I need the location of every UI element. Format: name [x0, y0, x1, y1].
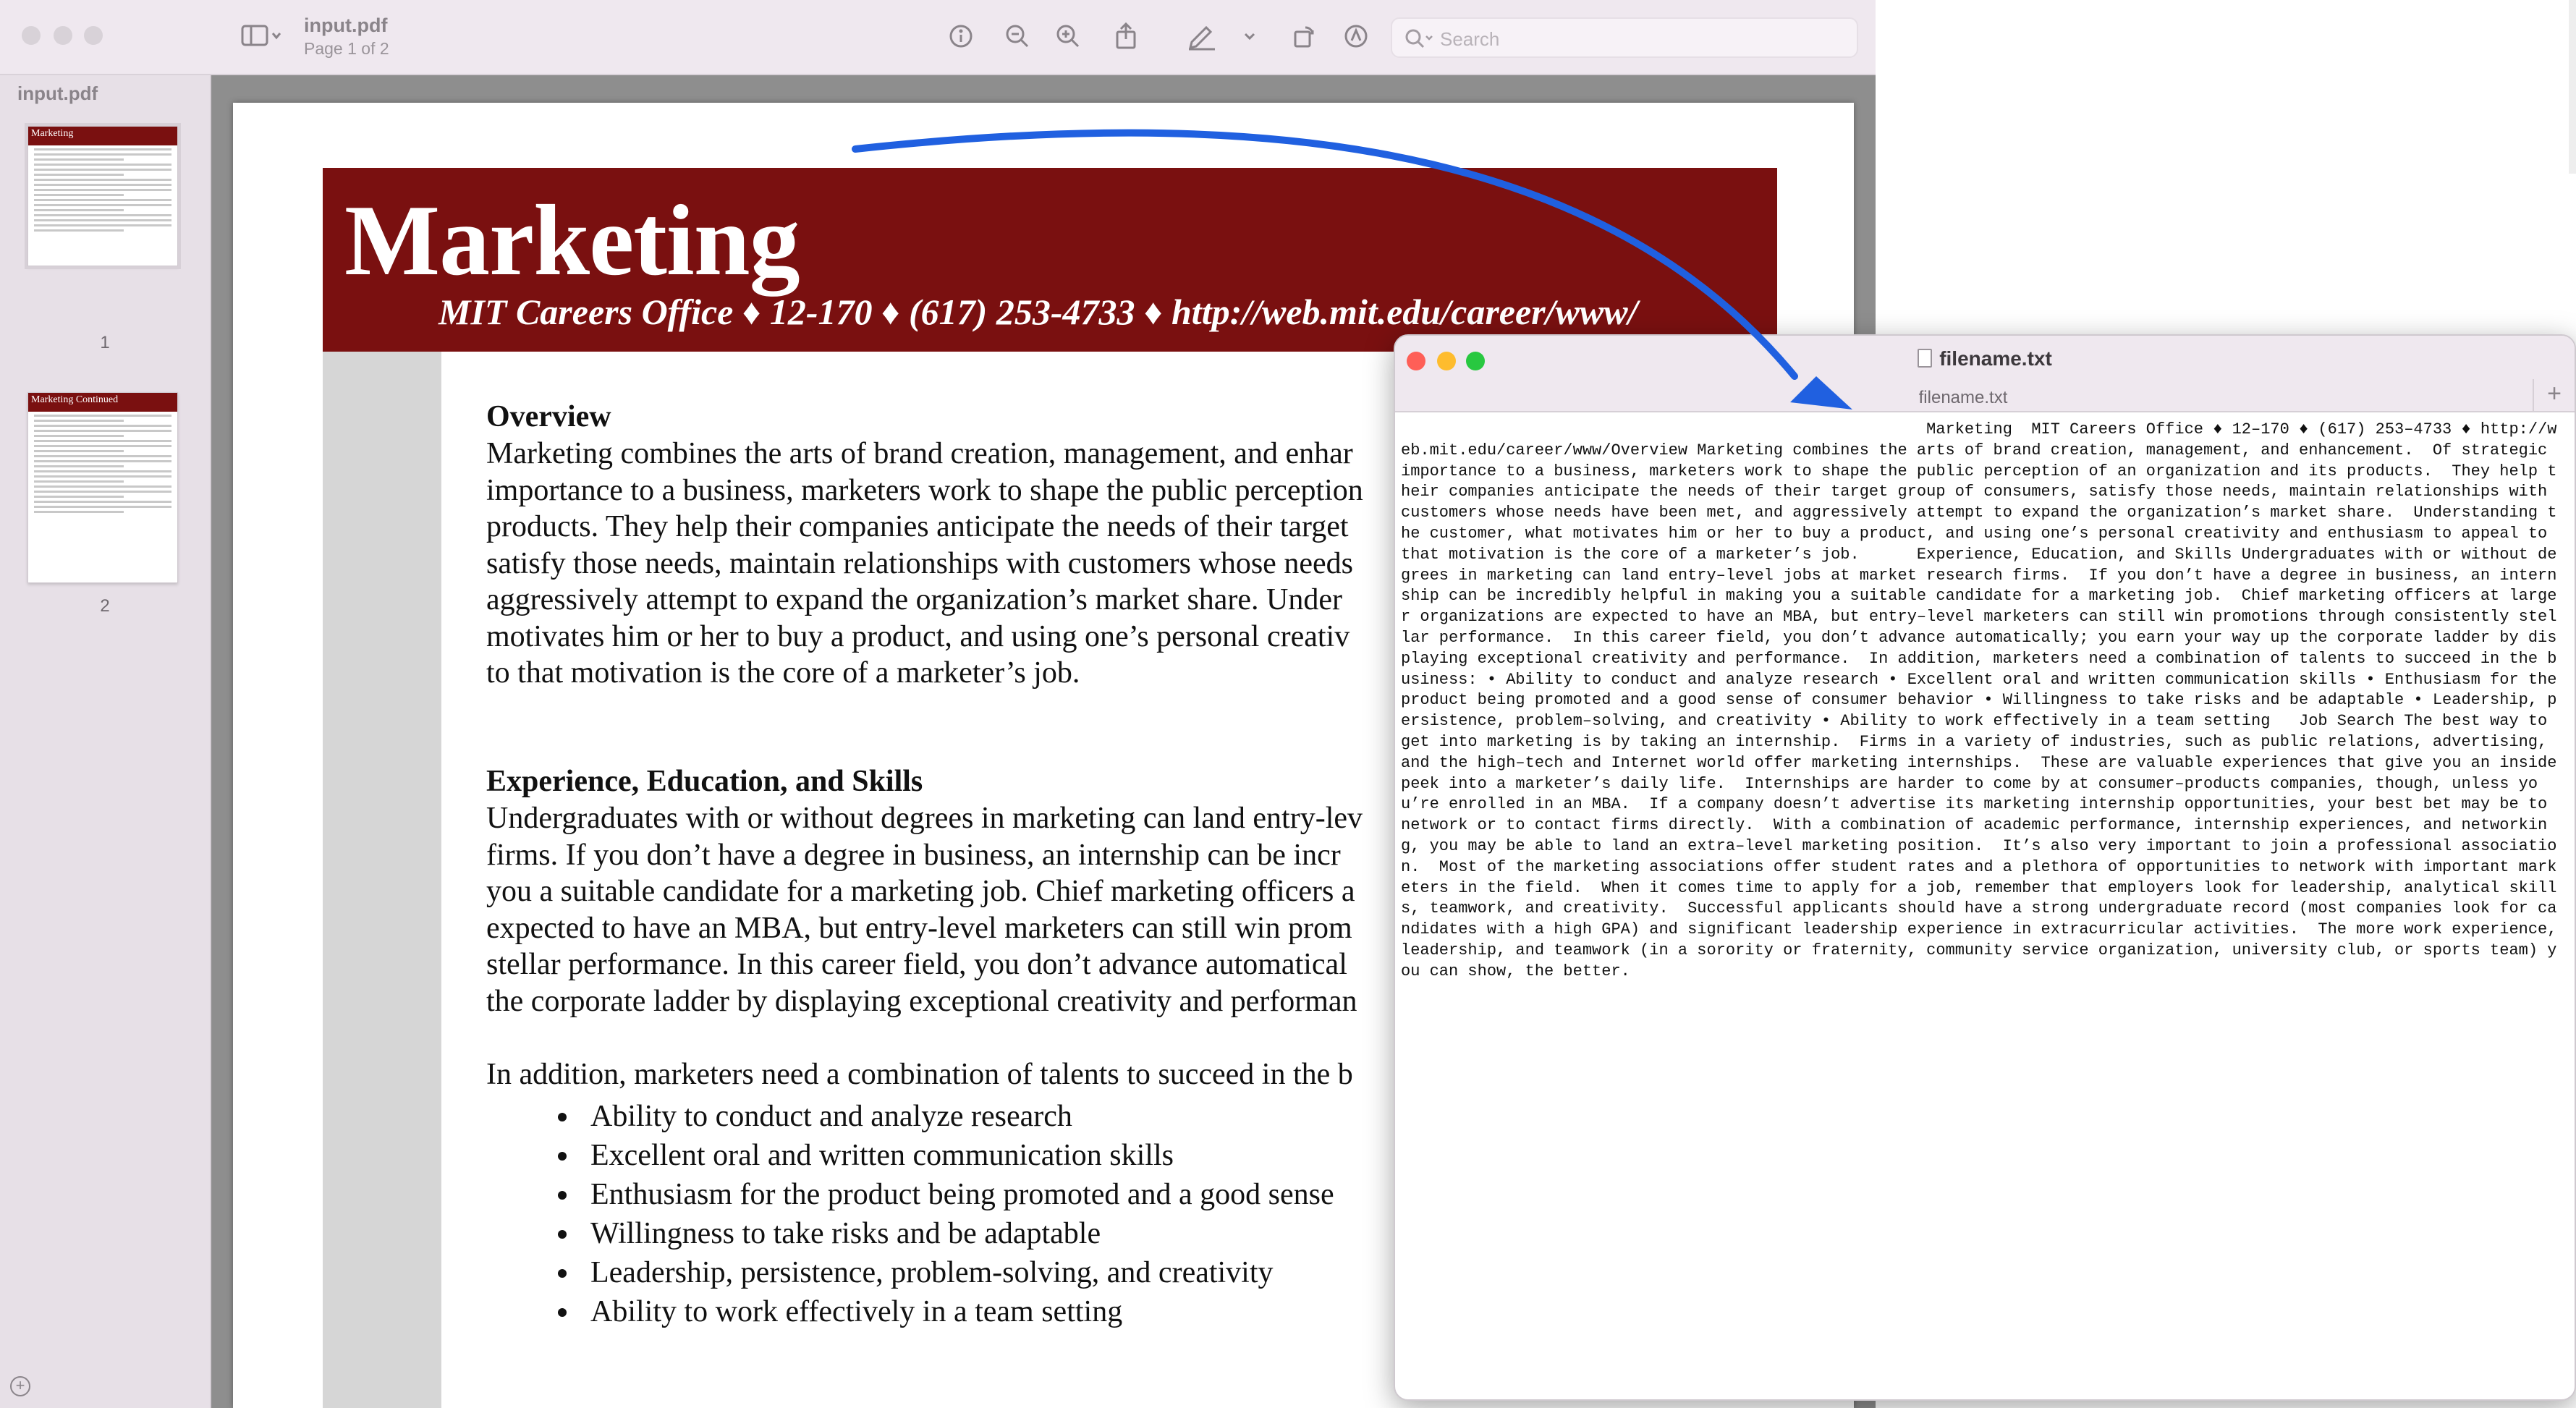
- text-line: expected to have an MBA, but entry-level marketers can still win prom: [486, 911, 1352, 945]
- tab-filename[interactable]: filename.txt: [1918, 388, 2008, 407]
- thumbnail-sidebar: [0, 75, 211, 1408]
- text-line: aggressively attempt to expand the organization’s market share. Under: [486, 583, 1343, 616]
- list-item: • Willingness to take risks and be adaptable: [580, 1214, 1334, 1253]
- list-item: • Ability to work effectively in a team setting: [580, 1292, 1334, 1331]
- search-field[interactable]: [1391, 17, 1858, 58]
- page-thumbnail-1[interactable]: [27, 126, 178, 266]
- banner-title: Marketing: [344, 185, 800, 297]
- banner-subtitle: MIT Careers Office ♦ 12-170 ♦ (617) 253-4733 ♦ http://web.mit.edu/career/www/: [438, 292, 1638, 332]
- text-line: satisfy those needs, maintain relationships with customers whose needs: [486, 546, 1353, 580]
- sidebar-toggle-button[interactable]: [236, 20, 287, 52]
- rotate-icon: [1291, 23, 1317, 49]
- thumbnail-header: Marketing Continued: [28, 393, 177, 412]
- window-title: [1395, 347, 2575, 370]
- search-icon: [1404, 27, 1436, 51]
- text-line: Undergraduates with or without degrees in marketing can land entry-lev: [486, 802, 1363, 835]
- window-title-text: filename.txt: [1939, 347, 2052, 370]
- text-editor-content[interactable]: Marketing MIT Careers Office ♦ 12–170 ♦ (617) 253–4733 ♦ http://web.mit.edu/career/www/Overview Marketing combines the arts of brand creation, management, and enhancement. Of strategic importance to a business, marketers work to shape the public perception of an organization and its products. They help their companies anticipate the needs of their target group of consumers, satisfy those needs, maintain relationships with customers whose needs have been met, and aggressively attempt to expand the organization’s market share. Understanding the customer, what motivates him or her to buy a product, and using one’s personal creativity and enthusiasm to appeal to that motivation is the core of a marketer’s job. Experience, Education, and Skills Undergraduates with or without degrees in marketing can land entry–level jobs at market research firms. If you don’t have a degree in business, an internship can be incredibly helpful in making you a suitable candidate for a marketing job. Chief marketing officers at larger organizations are expected to have an MBA, but entry–level marketers can still win promotions through consistently stellar performance. In this career field, you don’t advance automatically; you earn your way up the corporate ladder by displaying exceptional creativity and performance. In addition, marketers need a combination of talents to succeed in the business: • Ability to conduct and analyze research • Excellent oral and written communication skills • Enthusiasm for the product being promoted and a good sense of consumer behavior • Willingness to take risks and be adaptable • Leadership, persistence, problem–solving, and creativity • Ability to work effectively in a team setting Job Search The best way to get into marketing is by taking an internship. Firms in a variety of industries, such as public relations, advertising, and the high–tech and Internet world offer marketing internships. These are valuable experiences that give you an inside peek into a marketer’s daily life. Internships are harder to come by at consumer–products companies, though, unless you’re enrolled in an MBA. If a company doesn’t advertise its marketing internship opportunities, your best bet may be to network or to contact firms directly. With a combination of academic performance, internship experiences, and networking, you may be able to land an extra–level marketing position. It’s also very important to join a professional association. Most of the marketing associations offer student rates and a plethora of opportunities to network with important marketers in the field. When it comes time to apply for a job, remember that employers look for leadership, analytical skills, teamwork, and creativity. Successful applicants should have a strong undergraduate record (most companies look for candidates with a high GPA) and significant leadership experience in extracurricular activities. The more work experience, leadership, and teamwork (in a sorority or fraternity, community service organization, university club, or sports team) you can show, the better.: [1401, 420, 2567, 980]
- addition-line: In addition, marketers need a combination of talents to succeed in the b: [486, 1058, 1353, 1091]
- document-title: input.pdf: [304, 14, 388, 36]
- page-thumbnail-2[interactable]: [27, 392, 178, 583]
- share-button[interactable]: [1110, 20, 1142, 52]
- experience-heading: Experience, Education, and Skills: [486, 765, 923, 798]
- annotate-button[interactable]: [1340, 20, 1372, 52]
- search-input[interactable]: [1439, 26, 1847, 52]
- skills-list: [551, 1097, 1334, 1331]
- overview-heading: Overview: [486, 400, 611, 433]
- thumbnail-header: Marketing: [28, 127, 177, 145]
- text-line: firms. If you don’t have a degree in business, an internship can be incr: [486, 838, 1341, 872]
- list-item: • Enthusiasm for the product being promoted and a good sense: [580, 1175, 1334, 1214]
- sidebar-icon: [240, 23, 283, 49]
- list-item: • Leadership, persistence, problem-solving, and creativity: [580, 1253, 1334, 1292]
- chevron-down-icon: [1242, 29, 1257, 43]
- experience-paragraph: [486, 800, 1363, 1019]
- list-item: • Ability to conduct and analyze research: [580, 1097, 1334, 1136]
- overview-paragraph: [486, 436, 1363, 692]
- text-line: importance to a business, marketers work to shape the public perception: [486, 473, 1363, 507]
- document-icon: [1918, 349, 1932, 368]
- markup-button[interactable]: [1184, 20, 1220, 52]
- text-line: motivates him or her to buy a product, and using one’s personal creativ: [486, 619, 1350, 653]
- text-editor-window: [1394, 334, 2576, 1401]
- text-line: you a suitable candidate for a marketing job. Chief marketing officers a: [486, 875, 1355, 908]
- thumbnail-label-1: 1: [100, 333, 110, 352]
- new-tab-button[interactable]: [2533, 379, 2575, 411]
- minimize-window-button[interactable]: [54, 26, 72, 45]
- rotate-button[interactable]: [1288, 20, 1320, 52]
- thumbnail-label-2: 2: [100, 596, 110, 616]
- text-line: products. They help their companies anticipate the needs of their target: [486, 510, 1349, 543]
- zoom-in-button[interactable]: [1052, 20, 1084, 52]
- desktop-background: [1876, 0, 2576, 334]
- pen-icon: [1186, 22, 1218, 51]
- page-banner: [323, 168, 1777, 352]
- zoom-window-button[interactable]: [84, 26, 103, 45]
- list-item: • Excellent oral and written communication skills: [580, 1136, 1334, 1175]
- text-line: the corporate ladder by displaying exceptional creativity and performan: [486, 984, 1357, 1018]
- add-page-button[interactable]: [10, 1376, 30, 1396]
- share-icon: [1113, 22, 1139, 51]
- markup-circle-icon: [1343, 23, 1369, 49]
- text-line: Marketing combines the arts of brand creation, management, and enhar: [486, 437, 1353, 470]
- zoom-out-icon: [1004, 23, 1030, 49]
- text-line: stellar performance. In this career field, you don’t advance automatical: [486, 948, 1347, 981]
- sidebar-title: input.pdf: [17, 82, 98, 104]
- page-indicator: Page 1 of 2: [304, 39, 389, 58]
- plus-icon: +: [2547, 380, 2562, 407]
- pdf-toolbar: [0, 0, 1876, 75]
- markup-options-button[interactable]: [1239, 20, 1261, 52]
- zoom-out-button[interactable]: [1001, 20, 1033, 52]
- sidebar-column: [323, 352, 441, 1408]
- text-editor-titlebar: [1395, 336, 2575, 412]
- zoom-in-icon: [1055, 23, 1081, 49]
- info-button[interactable]: [945, 20, 977, 52]
- info-icon: [948, 23, 974, 49]
- plus-icon: +: [15, 1376, 25, 1394]
- text-line: to that motivation is the core of a marketer’s job.: [486, 656, 1080, 690]
- close-window-button[interactable]: [22, 26, 41, 45]
